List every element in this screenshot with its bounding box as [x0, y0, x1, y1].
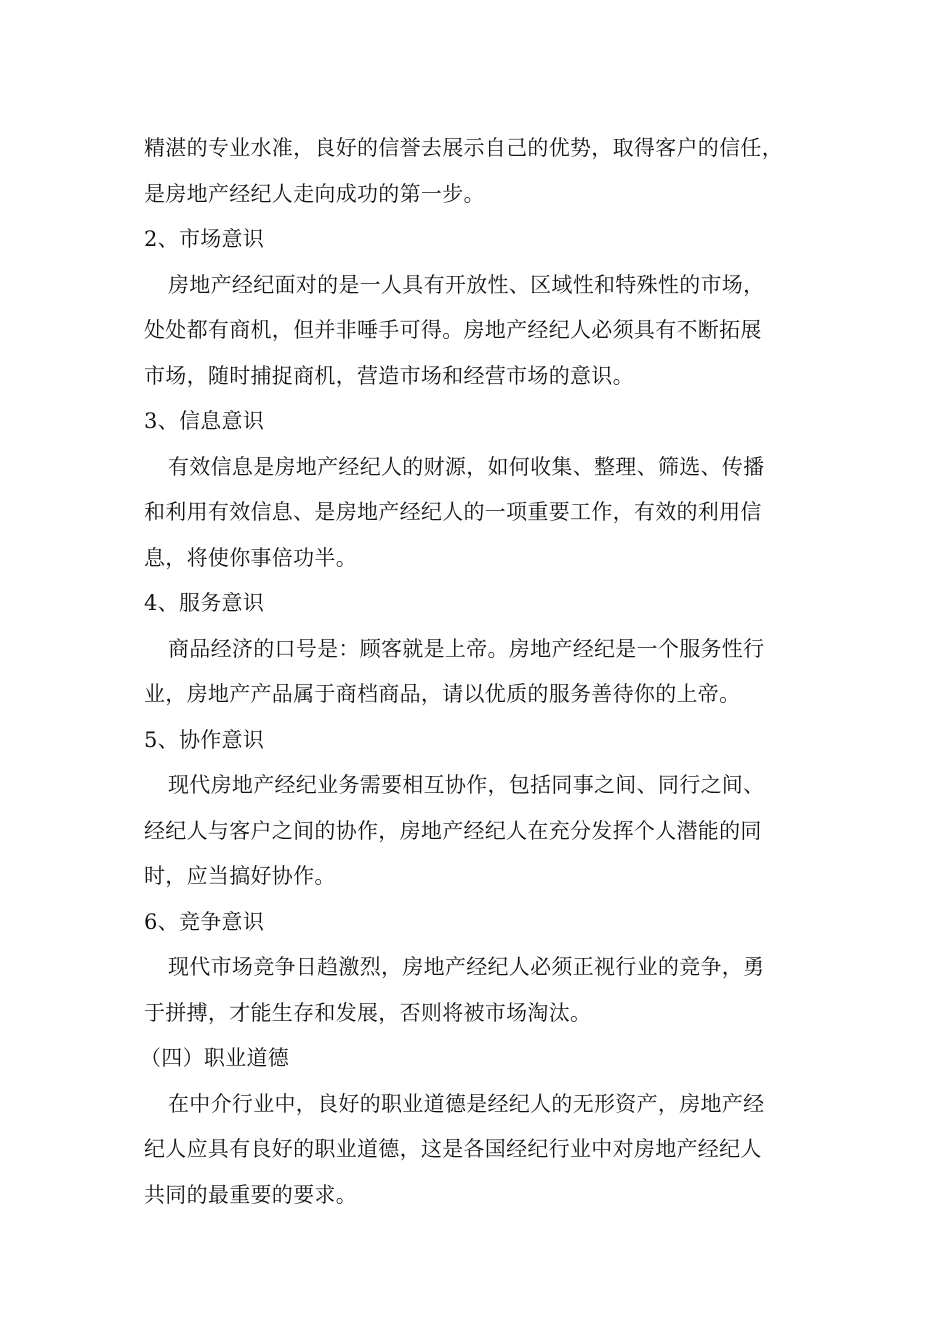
paragraph-line: 和利用有效信息、是房地产经纪人的一项重要工作，有效的利用信: [144, 500, 762, 524]
paragraph-line: 纪人应具有良好的职业道德，这是各国经纪行业中对房地产经纪人: [144, 1137, 762, 1161]
paragraph-line: 处处都有商机，但并非唾手可得。房地产经纪人必须具有不断拓展: [144, 318, 762, 342]
paragraph-line: 经纪人与客户之间的协作，房地产经纪人在充分发挥个人潜能的同: [144, 818, 762, 843]
paragraph-line: 精湛的专业水准，良好的信誉去展示自己的优势，取得客户的信任，: [144, 136, 783, 160]
section-heading-information-awareness: 3、信息意识: [144, 409, 265, 433]
paragraph-line: 于拼搏，才能生存和发展，否则将被市场淘汰。: [144, 1000, 592, 1025]
section-heading-competition-awareness: 6、竞争意识: [144, 909, 265, 934]
paragraph-line: 在中介行业中，良好的职业道德是经纪人的无形资产，房地产经: [168, 1091, 765, 1116]
paragraph-line: 是房地产经纪人走向成功的第一步。: [144, 181, 485, 206]
document-body: [140, 126, 809, 1218]
paragraph-line: 共同的最重要的要求。: [144, 1182, 357, 1207]
section-heading-service-awareness: 4、服务意识: [144, 591, 265, 615]
paragraph-line: 房地产经纪面对的是一人具有开放性、区域性和特殊性的市场，: [168, 272, 765, 297]
paragraph-line: 息，将使你事倍功半。: [144, 545, 357, 570]
paragraph-line: 现代市场竞争日趋激烈，房地产经纪人必须正视行业的竞争，勇: [168, 955, 765, 979]
section-heading-market-awareness: 2、市场意识: [144, 227, 265, 251]
paragraph-line: 有效信息是房地产经纪人的财源，如何收集、整理、筛选、传播: [168, 454, 765, 479]
section-heading-professional-ethics: （四）职业道德: [140, 1046, 290, 1070]
paragraph-line: 现代房地产经纪业务需要相互协作，包括同事之间、同行之间、: [168, 773, 765, 797]
paragraph-line: 市场，随时捕捉商机，营造市场和经营市场的意识。: [144, 363, 634, 388]
section-heading-cooperation-awareness: 5、协作意识: [144, 727, 265, 752]
paragraph-line: 商品经济的口号是：顾客就是上帝。房地产经纪是一个服务性行: [168, 636, 765, 661]
paragraph-line: 业，房地产产品属于商档商品，请以优质的服务善待你的上帝。: [144, 682, 741, 706]
paragraph-line: 时，应当搞好协作。: [144, 864, 336, 888]
